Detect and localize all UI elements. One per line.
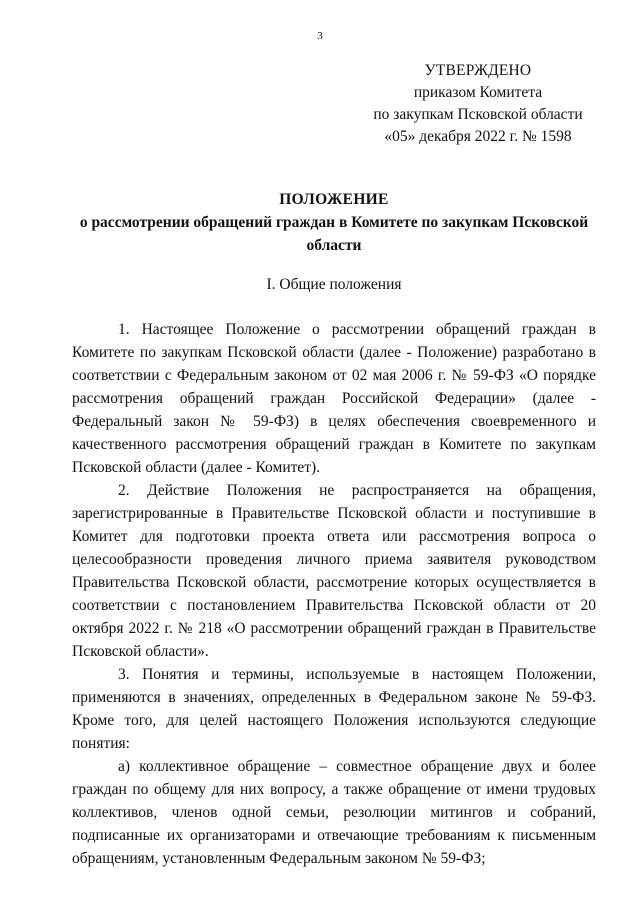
paragraph-1: 1. Настоящее Положение о рассмотрении обращений граждан в Комитете по закупкам Псковской области (далее - Положение) разработано в соответствии с Федеральным законом от 02 мая 2006 г. № 59-ФЗ «О порядке рассмотрения обращений граждан Российской Федерации» (далее - Федеральный закон № 59-ФЗ) в целях обеспечения своевременного и качественного рассмотрения обращений граждан в Комитете по закупкам Псковской области (далее - Комитет). [72,321,596,476]
approval-line-committee: по закупкам Псковской области [373,106,583,123]
document-title: ПОЛОЖЕНИЕ [279,191,389,208]
approval-title: УТВЕРЖДЕНО [424,62,532,79]
section-heading: I. Общие положения [266,276,402,293]
page-number: 3 [317,30,323,42]
document-subtitle: о рассмотрении обращений граждан в Комитете по закупкам Псковской области [79,214,589,254]
approval-line-date: «05» декабря 2022 г. № 1598 [384,128,572,145]
paragraph-3a: а) коллективное обращение – совместное обращение двух и более граждан по общему для них вопросу, а также обращение от имени трудовых коллективов, членов одной семьи, резолюции митингов и собраний, подписанные их организаторами и отвечающие требованиям к письменным обращениям, установленным Федеральным законом № 59-ФЗ; [72,758,596,867]
paragraph-3: 3. Понятия и термины, используемые в настоящем Положении, применяются в значениях, определенных в Федеральном законе № 59-ФЗ. Кроме того, для целей настоящего Положения используются следующие понятия: [72,666,596,752]
document-body [72,318,596,870]
paragraph-2: 2. Действие Положения не распространяется на обращения, зарегистрированные в Правительстве Псковской области и поступившие в Комитет для подготовки проекта ответа или рассмотрения вопроса о целесообразности проведения личного приема заявителя руководством Правительства Псковской области, рассмотрение которых осуществляется в соответствии с постановлением Правительства Псковской области от 20 октября 2022 г. № 218 «О рассмотрении обращений граждан в Правительстве Псковской области». [72,482,596,660]
approval-stamp-block [360,60,596,148]
document-title-block [72,188,596,257]
approval-line-order: приказом Комитета [413,84,543,101]
